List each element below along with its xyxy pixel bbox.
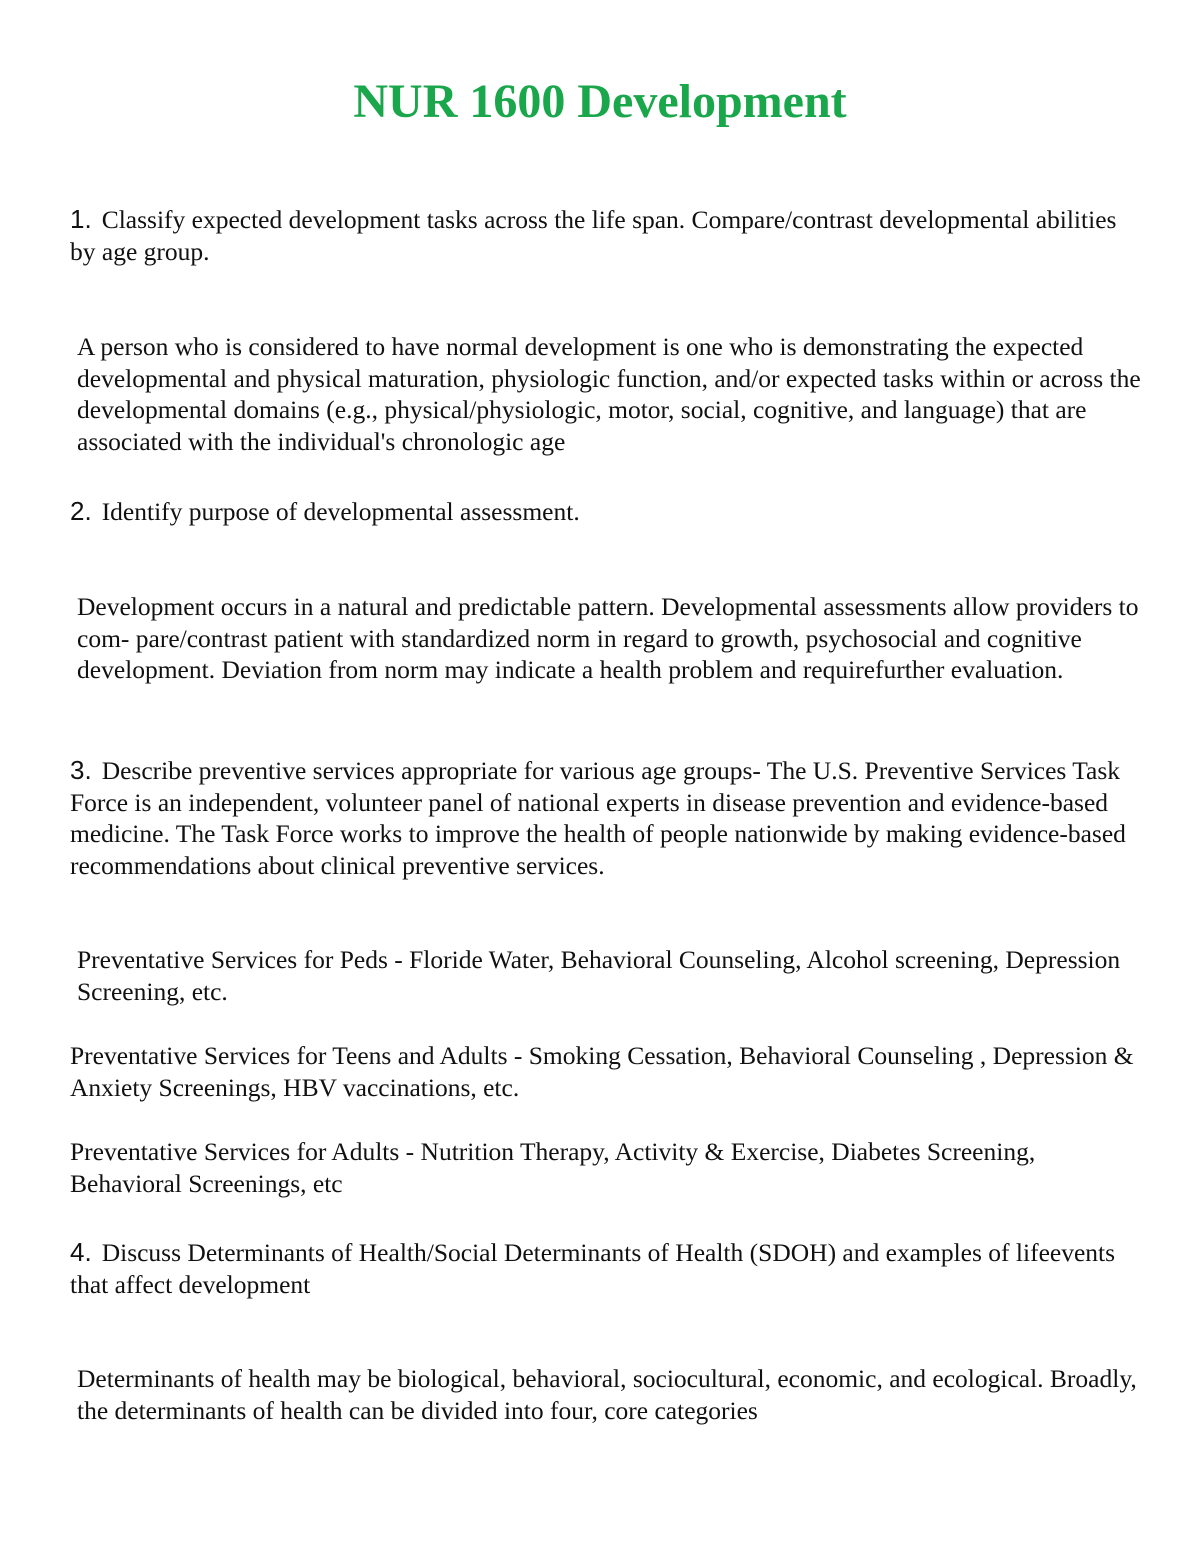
preventive-services-teens-adults: Preventative Services for Teens and Adults - Smoking Cessation, Behavioral Counseling , Depression & Anxiety Screenings, HBV vaccinations, etc. — [70, 1041, 1134, 1102]
section-heading-text: Identify purpose of developmental assessment. — [101, 497, 580, 526]
preventive-services-adults: Preventative Services for Adults - Nutrition Therapy, Activity & Exercise, Diabetes Screening, Behavioral Screenings, etc — [70, 1137, 1036, 1198]
section-3-heading — [70, 755, 1140, 881]
section-4-body: Determinants of health may be biological, behavioral, sociocultural, economic, and ecological. Broadly, the determinants of health can be divided into four, core categories — [77, 1364, 1137, 1425]
section-heading-text: Classify expected development tasks across the life span. Compare/contrast developmental abilities by age group. — [70, 205, 1117, 266]
section-2-body: Development occurs in a natural and predictable pattern. Developmental assessments allow providers to com- pare/contrast patient with standardized norm in regard to growth, psychosocial and cognitive development. Deviation from norm may indicate a health problem and requirefurther evaluation. — [77, 592, 1139, 684]
section-number: 4. — [70, 1237, 92, 1267]
preventive-services-peds: Preventative Services for Peds - Floride Water, Behavioral Counseling, Alcohol screening, Depression Screening, etc. — [77, 945, 1121, 1006]
section-1-body: A person who is considered to have normal development is one who is demonstrating the expected developmental and physical maturation, physiologic function, and/or expected tasks within or across the developmental domains (e.g., physical/physiologic, motor, social, cognitive, and language) that are associated with the individual's chronologic age — [77, 332, 1141, 456]
section-heading-text: Describe preventive services appropriate for various age groups- The U.S. Preventive Services Task Force is an independent, volunteer panel of national experts in disease prevention and evidence-based medicine. The Task Force works to improve the health of people nationwide by making evidence-based recommendations about clinical preventive services. — [70, 756, 1126, 880]
section-2-heading — [70, 496, 1140, 528]
section-number: 1. — [70, 204, 92, 234]
section-4-heading — [70, 1237, 1140, 1300]
page-title: NUR 1600 Development — [353, 75, 847, 128]
section-number: 2. — [70, 496, 92, 526]
section-1-heading — [70, 204, 1140, 267]
section-number: 3. — [70, 755, 92, 785]
section-heading-text: Discuss Determinants of Health/Social Determinants of Health (SDOH) and examples of lifeevents that affect development — [70, 1238, 1116, 1299]
